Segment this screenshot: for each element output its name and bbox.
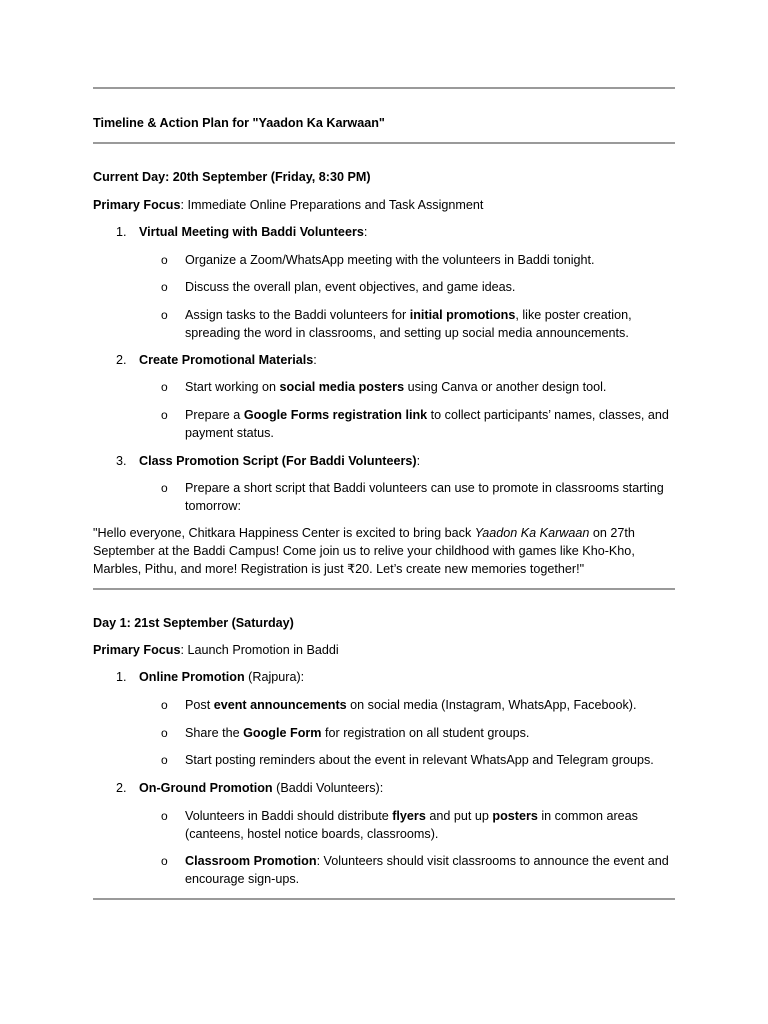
bullet-icon: o — [161, 408, 168, 422]
bullet-icon: o — [161, 698, 168, 712]
bullet-icon: o — [161, 481, 168, 495]
promotion-script-quote: "Hello everyone, Chitkara Happiness Center is excited to bring back Yaadon Ka Karwaan on 27th September at the Baddi Campus! Come join us to relive your childhood with games like Kho-Kho, Marbles, Pithu, and more! Registration is just ₹20. Let’s create new memories together!" — [93, 526, 635, 576]
list-item-title: On-Ground Promotion (Baddi Volunteers): — [139, 781, 384, 795]
list-item-title: Class Promotion Script (For Baddi Volunteers): — [139, 454, 421, 468]
primary-focus: Primary Focus: Immediate Online Preparations and Task Assignment — [93, 198, 484, 212]
bullet-icon: o — [161, 753, 168, 767]
bullet-item: Share the Google Form for registration on all student groups. — [185, 726, 530, 740]
bullet-icon: o — [161, 280, 168, 294]
list-number: 1. — [116, 225, 127, 239]
document-title: Timeline & Action Plan for "Yaadon Ka Karwaan" — [93, 116, 385, 130]
list-number: 1. — [116, 670, 127, 684]
horizontal-rule — [93, 87, 675, 89]
bullet-item: Assign tasks to the Baddi volunteers for initial promotions, like poster creation, spreading the word in classrooms, and setting up social media announcements. — [185, 308, 632, 340]
bullet-item: Classroom Promotion: Volunteers should visit classrooms to announce the event and encourage sign-ups. — [185, 854, 669, 886]
section-heading: Day 1: 21st September (Saturday) — [93, 616, 294, 630]
horizontal-rule — [93, 898, 675, 900]
bullet-item: Volunteers in Baddi should distribute flyers and put up posters in common areas (canteens, hostel notice boards, classrooms). — [185, 809, 638, 841]
bullet-icon: o — [161, 854, 168, 868]
bullet-icon: o — [161, 809, 168, 823]
bullet-item: Organize a Zoom/WhatsApp meeting with the volunteers in Baddi tonight. — [185, 253, 595, 267]
bullet-icon: o — [161, 253, 168, 267]
bullet-item: Start posting reminders about the event in relevant WhatsApp and Telegram groups. — [185, 753, 654, 767]
list-item-title: Create Promotional Materials: — [139, 353, 317, 367]
bullet-icon: o — [161, 726, 168, 740]
horizontal-rule — [93, 588, 675, 590]
list-item-title: Online Promotion (Rajpura): — [139, 670, 305, 684]
bullet-item: Discuss the overall plan, event objectives, and game ideas. — [185, 280, 516, 294]
list-item-title: Virtual Meeting with Baddi Volunteers: — [139, 225, 368, 239]
horizontal-rule — [93, 142, 675, 144]
bullet-item: Start working on social media posters using Canva or another design tool. — [185, 380, 607, 394]
section-heading: Current Day: 20th September (Friday, 8:30 PM) — [93, 170, 371, 184]
bullet-item: Post event announcements on social media (Instagram, WhatsApp, Facebook). — [185, 698, 637, 712]
bullet-icon: o — [161, 380, 168, 394]
primary-focus: Primary Focus: Launch Promotion in Baddi — [93, 643, 339, 657]
bullet-item: Prepare a short script that Baddi volunteers can use to promote in classrooms starting tomorrow: — [185, 481, 664, 513]
list-number: 2. — [116, 781, 127, 795]
bullet-item: Prepare a Google Forms registration link to collect participants’ names, classes, and payment status. — [185, 408, 669, 440]
bullet-icon: o — [161, 308, 168, 322]
list-number: 2. — [116, 353, 127, 367]
list-number: 3. — [116, 454, 127, 468]
